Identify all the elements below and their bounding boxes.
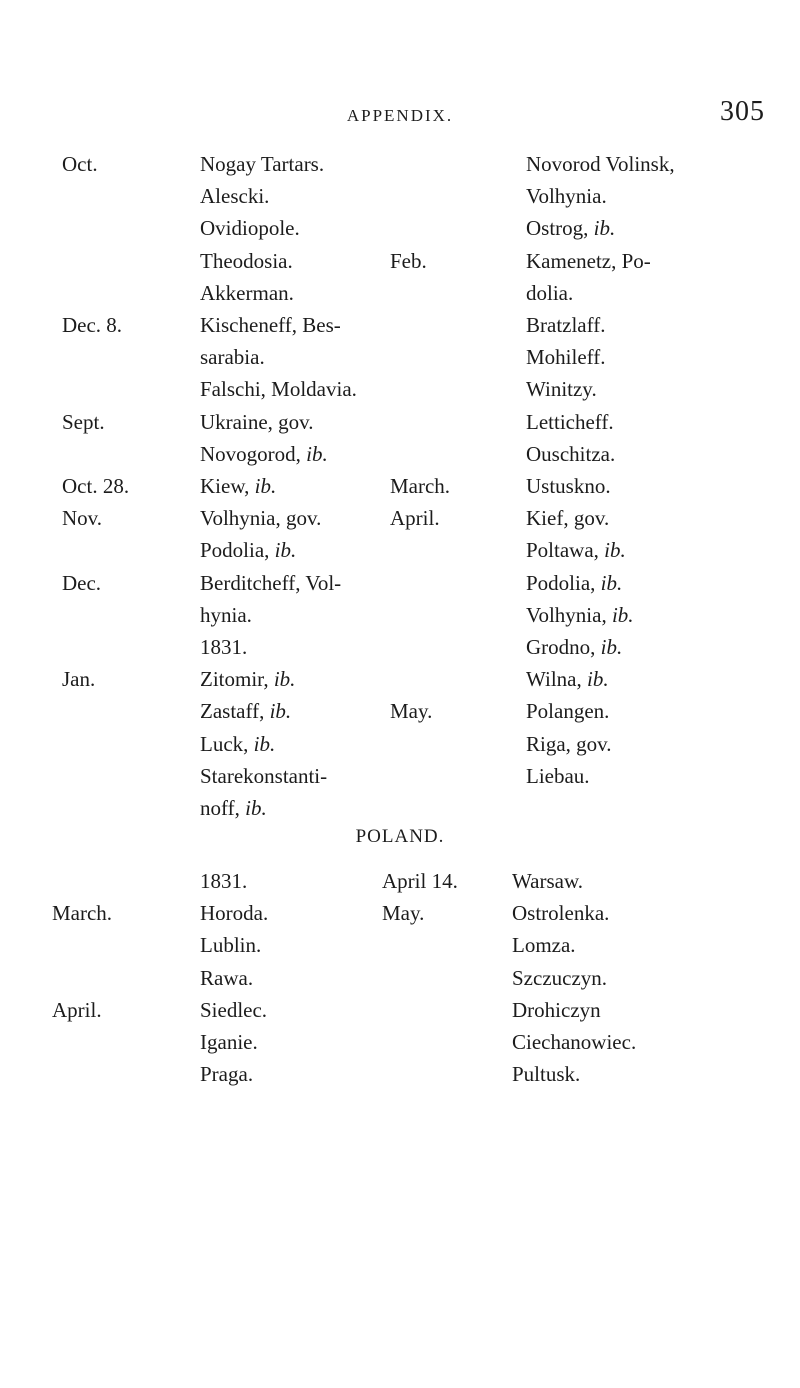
place2-cell: Ustuskno. xyxy=(526,474,611,498)
date-cell: Oct. 28. xyxy=(62,474,130,498)
place-cell: Falschi, Moldavia. xyxy=(200,377,357,402)
place2-cell: Novorod Volinsk, xyxy=(526,152,675,176)
place2-cell: Polangen. xyxy=(526,699,610,724)
table-row xyxy=(0,534,800,566)
place2-cell: Grodno, ib. xyxy=(526,635,623,659)
table-row xyxy=(0,212,800,244)
place-cell: Praga. xyxy=(200,1062,254,1087)
place-cell: noff, ib. xyxy=(200,796,267,820)
table-row xyxy=(0,277,800,309)
date-cell: Oct. xyxy=(62,152,98,176)
place-cell: Kischeneff, Bes- xyxy=(200,313,341,337)
table-row xyxy=(0,341,800,373)
date-cell: Sept. xyxy=(62,409,105,434)
place2-cell: Szczuczyn. xyxy=(512,965,608,990)
table-row xyxy=(0,994,800,1026)
place-cell: Ukraine, gov. xyxy=(200,409,314,434)
place2-cell: Drohiczyn xyxy=(512,997,601,1022)
table-row xyxy=(0,1026,800,1058)
place2-cell: Lomza. xyxy=(512,933,576,958)
date-cell: Dec. xyxy=(62,570,102,595)
table-row xyxy=(0,245,800,277)
table-row xyxy=(0,309,800,341)
place-cell: hynia. xyxy=(200,602,252,627)
place2-cell: Podolia, ib. xyxy=(526,570,623,595)
date-cell: April. xyxy=(52,997,102,1022)
table-row xyxy=(0,663,800,695)
table-row xyxy=(0,470,800,502)
date-cell: Nov. xyxy=(62,506,103,531)
place-cell: Iganie. xyxy=(200,1030,258,1054)
running-header: APPENDIX. xyxy=(346,106,454,125)
place2-cell: Volhynia, ib. xyxy=(526,602,634,627)
place2-cell: Ostrog, ib. xyxy=(526,216,616,241)
place2-cell: dolia. xyxy=(526,280,574,305)
table-row xyxy=(0,760,800,792)
page-number: 305 xyxy=(720,96,765,127)
place-cell: Siedlec. xyxy=(200,997,268,1022)
table-row xyxy=(0,567,800,599)
table-row xyxy=(0,438,800,470)
date2-cell: May. xyxy=(382,901,425,926)
date2-cell: March. xyxy=(390,474,451,498)
place2-cell: Winitzy. xyxy=(526,377,597,402)
date2-cell: April 14. xyxy=(382,869,458,893)
place2-cell: Mohileff. xyxy=(526,345,606,370)
date2-cell: May. xyxy=(390,699,433,724)
place-cell: 1831. xyxy=(200,869,248,893)
table-row xyxy=(0,695,800,727)
place-cell: Theodosia. xyxy=(200,248,293,273)
table-row xyxy=(0,728,800,760)
date-cell: Dec. 8. xyxy=(62,313,123,337)
table-row xyxy=(0,631,800,663)
place2-cell: Wilna, ib. xyxy=(526,667,609,692)
table-row xyxy=(0,148,800,180)
place-cell: Volhynia, gov. xyxy=(200,506,322,531)
place-cell: Zastaff, ib. xyxy=(200,699,292,724)
table-row xyxy=(0,792,800,824)
table-row xyxy=(0,865,800,897)
table-row xyxy=(0,373,800,405)
place-cell: Ovidiopole. xyxy=(200,216,300,241)
place2-cell: Kamenetz, Po- xyxy=(526,248,651,273)
table-row xyxy=(0,406,800,438)
table-row xyxy=(0,502,800,534)
place2-cell: Ouschitza. xyxy=(526,441,616,466)
place-cell: Rawa. xyxy=(200,965,254,990)
place-cell: Starekonstanti- xyxy=(200,763,328,788)
place2-cell: Kief, gov. xyxy=(526,506,610,531)
place2-cell: Pultusk. xyxy=(512,1062,581,1087)
date2-cell: April. xyxy=(390,506,440,531)
place2-cell: Warsaw. xyxy=(512,869,583,893)
place-cell: Novogorod, ib. xyxy=(200,441,328,466)
place2-cell: Bratzlaff. xyxy=(526,313,606,337)
place-cell: 1831. xyxy=(200,635,248,659)
date2-cell: Feb. xyxy=(390,248,427,273)
place-cell: Akkerman. xyxy=(200,280,294,305)
place-cell: Berditcheff, Vol- xyxy=(200,570,342,595)
table-row xyxy=(0,1058,800,1090)
place-cell: Alescki. xyxy=(200,184,270,209)
place2-cell: Poltawa, ib. xyxy=(526,538,626,563)
place2-cell: Liebau. xyxy=(526,763,590,788)
place-cell: Luck, ib. xyxy=(200,731,276,756)
date-cell: March. xyxy=(52,901,113,926)
place-cell: Podolia, ib. xyxy=(200,538,297,563)
place2-cell: Ciechanowiec. xyxy=(512,1030,637,1054)
place2-cell: Riga, gov. xyxy=(526,731,612,756)
place-cell: sarabia. xyxy=(200,345,265,370)
place-cell: Horoda. xyxy=(200,901,269,926)
place2-cell: Letticheff. xyxy=(526,409,614,434)
date-cell: Jan. xyxy=(62,667,96,692)
place-cell: Kiew, ib. xyxy=(200,474,277,498)
place2-cell: Ostrolenka. xyxy=(512,901,610,926)
table-row xyxy=(0,599,800,631)
place-cell: Nogay Tartars. xyxy=(200,152,325,176)
table-row xyxy=(0,962,800,994)
place2-cell: Volhynia. xyxy=(526,184,607,209)
place-cell: Lublin. xyxy=(200,933,262,958)
table-row xyxy=(0,929,800,961)
table-row xyxy=(0,180,800,212)
place-cell: Zitomir, ib. xyxy=(200,667,296,692)
table-row xyxy=(0,897,800,929)
section-heading-poland: POLAND. xyxy=(355,826,445,847)
